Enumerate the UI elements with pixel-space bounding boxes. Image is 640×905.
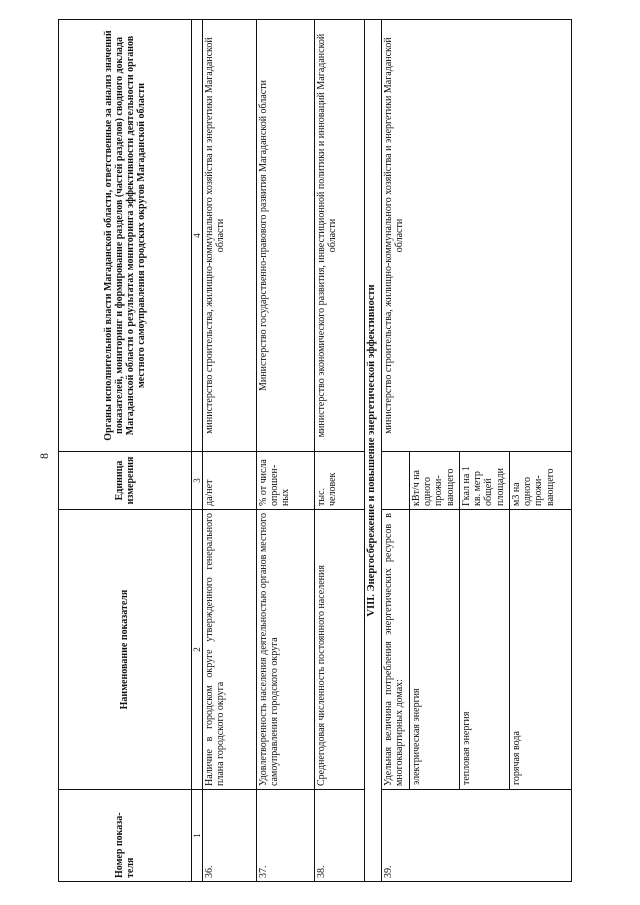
table-row — [315, 20, 365, 882]
row-organ: министерство строительства, жилищно-коммунального хозяйства и энергетики Магаданской области — [203, 20, 257, 452]
row-number: 38. — [315, 790, 365, 882]
row-unit: % от числа опрошен-ных — [257, 452, 315, 510]
header-unit: Единица измерения — [59, 452, 192, 510]
subrow-unit: кВт/ч на одного прожи-вающего — [410, 452, 460, 510]
subrow-name: электрическая энергия — [410, 510, 460, 790]
header-number: Номер показа-теля — [59, 790, 192, 882]
page-number: 8 — [37, 453, 51, 459]
header-name: Наименование показателя — [59, 510, 192, 790]
subrow-unit: м3 на одного прожи-вающего — [510, 452, 572, 510]
section-title: VIII. Энергосбережение и повышение энергетической эффективности — [365, 20, 382, 882]
row-number: 37. — [257, 790, 315, 882]
column-number: 4 — [192, 20, 203, 452]
row-unit: да/нет — [203, 452, 257, 510]
column-number: 2 — [192, 510, 203, 790]
row-number: 36. — [203, 790, 257, 882]
column-number: 3 — [192, 452, 203, 510]
row-organ: министерство экономического развития, инвестиционной политики и инноваций Магаданской области — [315, 20, 365, 452]
row-organ: Министерство государственно-правового развития Магаданской области — [257, 20, 315, 452]
row-name: Удовлетворенность населения деятельностью органов местного самоуправления городского округа — [257, 510, 315, 790]
section-row — [365, 20, 382, 882]
subrow-name: тепловая энергия — [460, 510, 510, 790]
row-name: Наличие в городском округе утвержденного генерального плана городского округа — [203, 510, 257, 790]
row-name: Удельная величина потребления энергетических ресурсов в многоквартирных домах: — [382, 510, 410, 790]
column-number: 1 — [192, 790, 203, 882]
header-organs: Органы исполнительной власти Магаданской области, ответственные за анализ значений показателей, мониторинг и формирование разделов (частей разделов) сводного доклада Магаданской области о результатах мониторинга эффективности деятельности органов местного самоуправления городских округов Магаданской области — [59, 20, 192, 452]
subrow-name: горячая вода — [510, 510, 572, 790]
rotated-table-container — [58, 20, 622, 882]
row-unit: тыс. человек — [315, 452, 365, 510]
row-number: 39. — [382, 790, 572, 882]
header-row — [59, 20, 192, 882]
indicators-table — [58, 19, 572, 882]
row-organ: министерство строительства, жилищно-коммунального хозяйства и энергетики Магаданской области — [382, 20, 572, 452]
table-row — [382, 20, 410, 882]
subrow-unit: Гкал на 1 кв. метр общей площади — [460, 452, 510, 510]
table-row — [257, 20, 315, 882]
column-number-row — [192, 20, 203, 882]
row-unit-empty — [382, 452, 410, 510]
table-row — [203, 20, 257, 882]
row-name: Среднегодовая численность постоянного населения — [315, 510, 365, 790]
